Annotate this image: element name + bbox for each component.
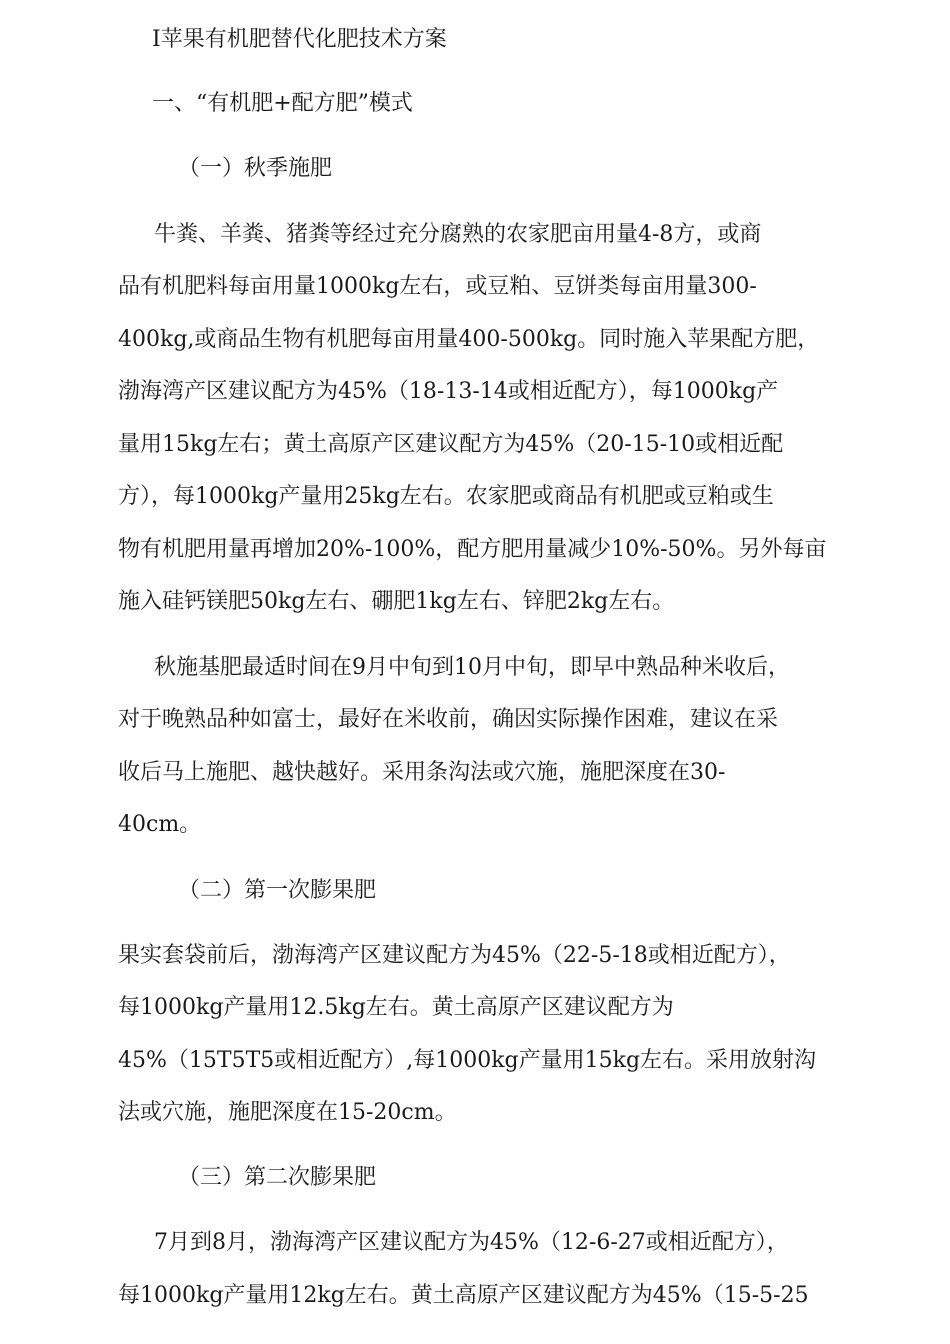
text-line: 法或穴施，施肥深度在15-20cm。 [118,1100,457,1125]
text-line: 400kg,或商品生物有机肥每亩用量400-500kg。同时施入苹果配方肥， [118,327,820,352]
text-line: 物有机肥用量再增加20%-100%，配方肥用量减少10%-50%。另外每亩 [118,537,827,562]
subsection-heading: （二）第一次膨果肥 [178,878,377,903]
text-line: 秋施基肥最适时间在9月中旬到10月中旬，即早中熟品种米收后， [154,655,790,680]
text-line: 牛粪、羊粪、猪粪等经过充分腐熟的农家肥亩用量4-8方，或商 [154,222,762,247]
text-line: 量用15kg左右；黄土高原产区建议配方为45%（20-15-10或相近配 [118,432,784,457]
text-line: 果实套袋前后，渤海湾产区建议配方为45%（22-5-18或相近配方）， [118,943,791,968]
text-line: 45%（15T5T5或相近配方）,每1000kg产量用15kg左右。采用放射沟 [118,1048,817,1073]
document-title: I苹果有机肥替代化肥技术方案 [152,27,447,52]
text-line: 收后马上施肥、越快越好。采用条沟法或穴施，施肥深度在30- [118,760,726,785]
section-heading: 一、“有机肥+配方肥”模式 [152,91,413,116]
text-line: 品有机肥料每亩用量1000kg左右，或豆粕、豆饼类每亩用量300- [118,274,757,299]
text-line: 施入硅钙镁肥50kg左右、硼肥1kg左右、锌肥2kg左右。 [118,589,675,614]
subsection-heading: （三）第二次膨果肥 [178,1165,377,1190]
subsection-heading: （一）秋季施肥 [178,156,333,181]
text-line: 方），每1000kg产量用25kg左右。农家肥或商品有机肥或豆粕或生 [118,484,774,509]
text-line: 对于晚熟品种如富士，最好在米收前，确因实际操作困难，建议在采 [118,707,779,732]
text-line: 渤海湾产区建议配方为45%（18-13-14或相近配方），每1000kg产 [118,379,779,404]
text-line: 7月到8月，渤海湾产区建议配方为45%（12-6-27或相近配方）， [154,1230,789,1255]
text-line: 每1000kg产量用12kg左右。黄土高原产区建议配方为45%（15-5-25 [118,1283,809,1308]
text-line: 40cm。 [118,812,202,837]
text-line: 每1000kg产量用12.5kg左右。黄土高原产区建议配方为 [118,995,674,1020]
